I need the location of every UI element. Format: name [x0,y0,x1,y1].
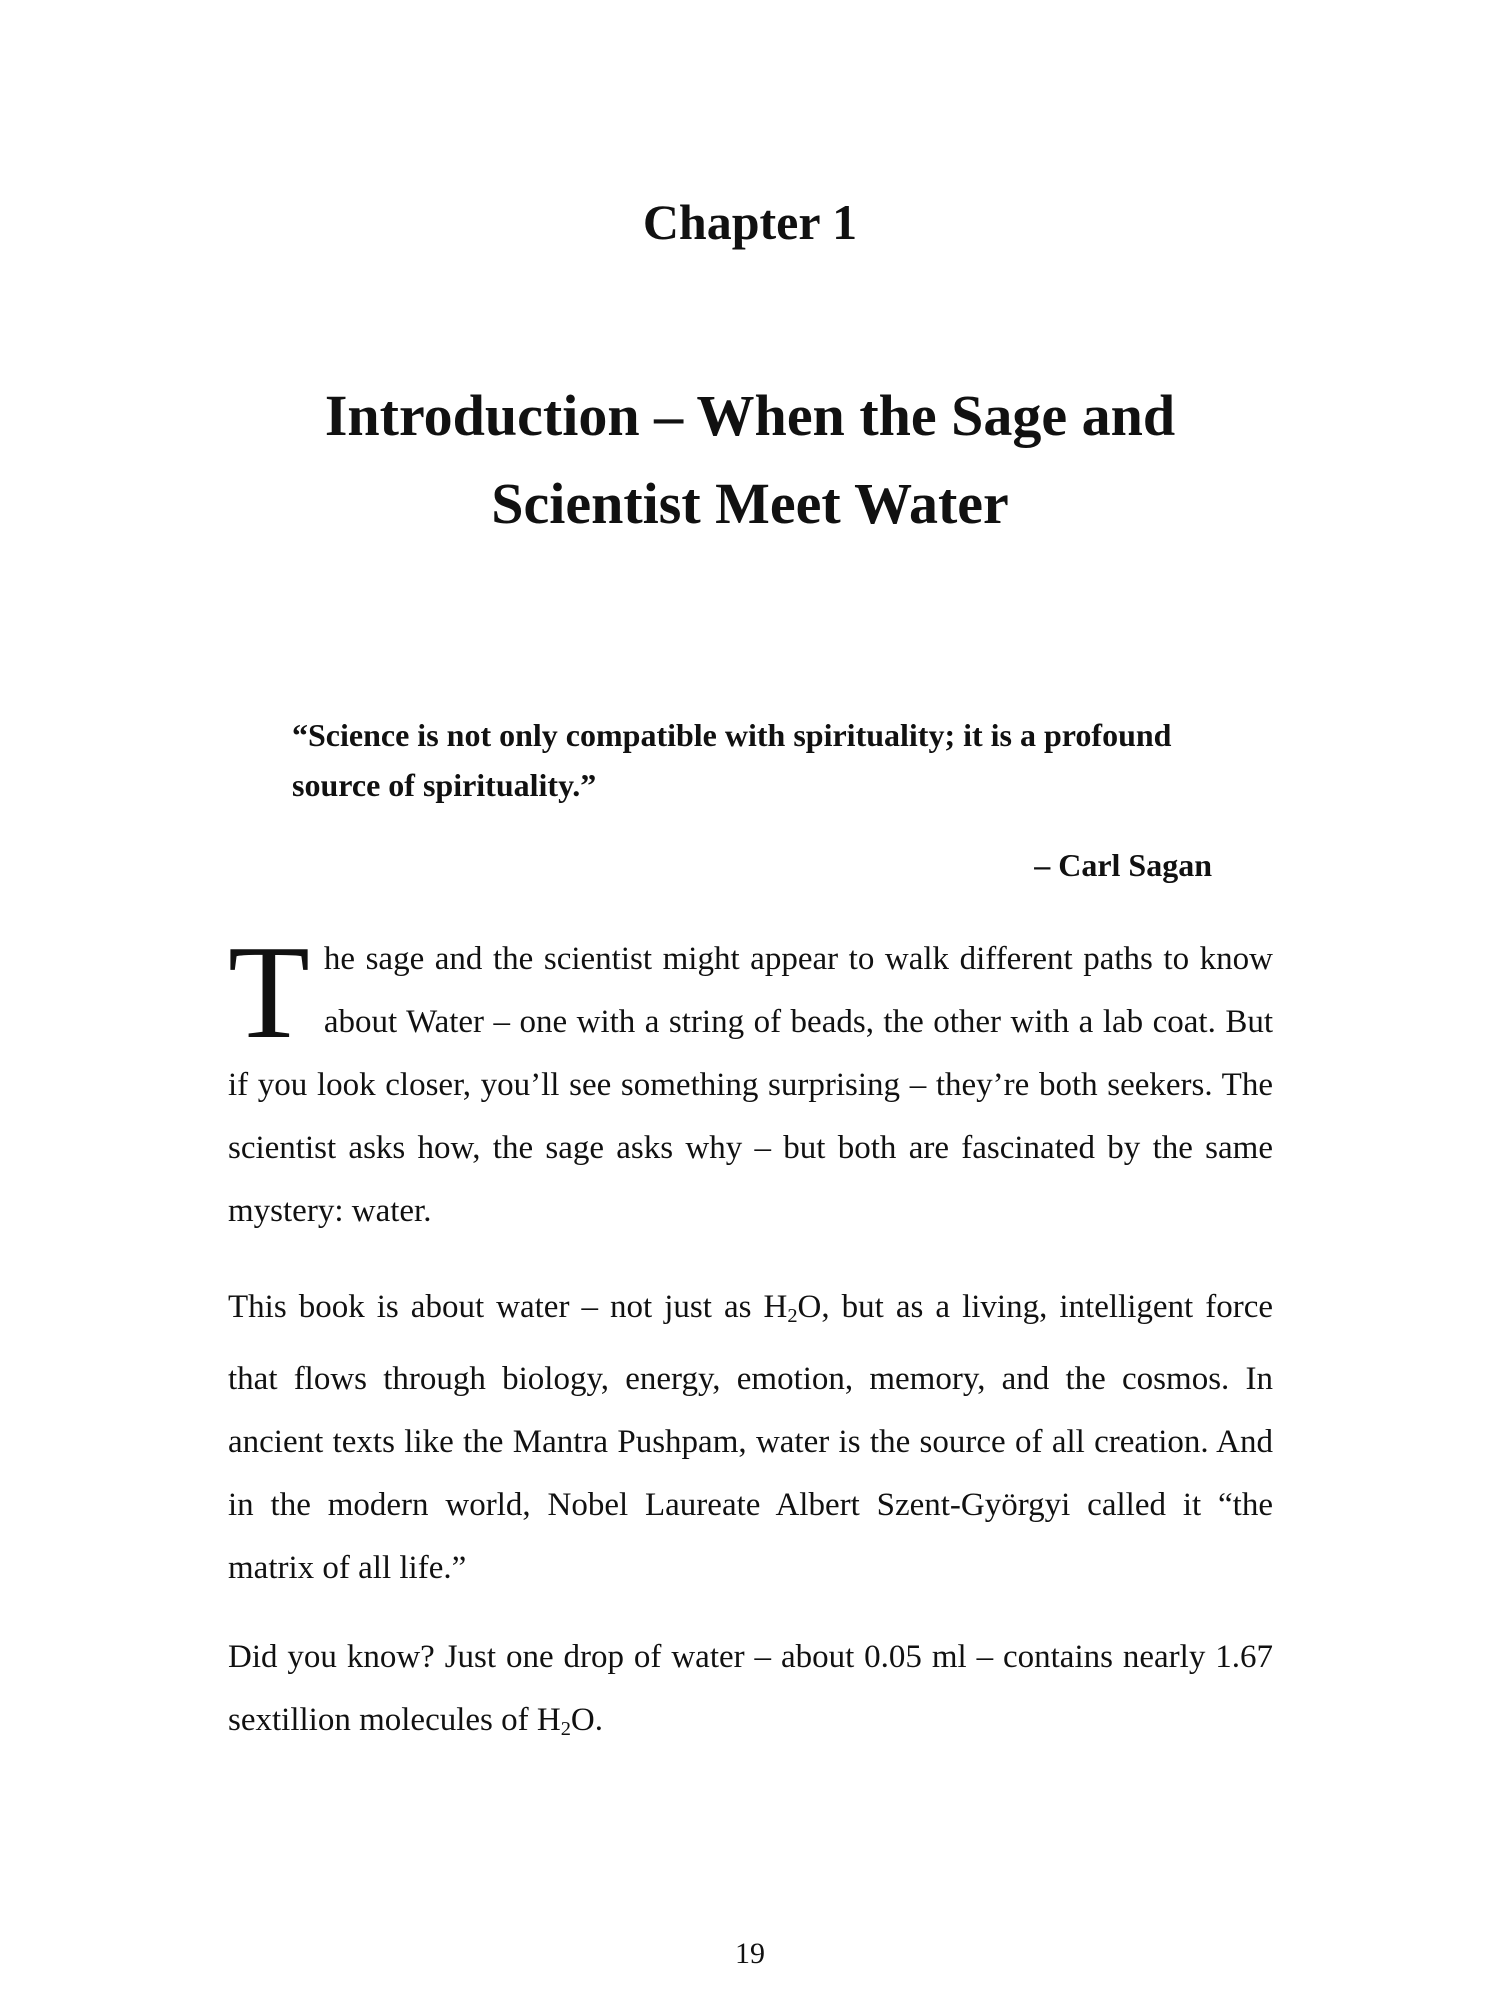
paragraph-2-text-start: This book is about water – not just as H [228,1289,788,1325]
epigraph-author: – Carl Sagan [1034,847,1212,883]
chapter-title-line-2: Scientist Meet Water [491,471,1009,536]
paragraph-3-text-end: O. [570,1702,604,1738]
paragraph-1-text: he sage and the scientist might appear to walk different paths to know about Water – one with a string of beads, the other with a lab coat. But if you look closer, you’ll see something surprising – they’re both seekers. The scientist asks how, the sage asks why – but both are fascinated by the same mystery: water. [228,941,1273,1229]
paragraph-3-text-start: Did you know? Just one drop of water – about 0.05 ml – contains nearly 1.67 sextillion molecules of H [228,1639,1273,1738]
drop-cap: T [228,918,310,1066]
paragraph-1 [228,918,1273,1243]
page-number: 19 [735,1937,765,1970]
epigraph-quote: “Science is not only compatible with spirituality; it is a profound source of spirituality.” [292,717,1172,803]
formula-subscript: 2 [560,1718,571,1741]
chapter-label: Chapter 1 [642,194,858,250]
formula-subscript: 2 [787,1305,798,1328]
paragraph-3 [228,1626,1273,1761]
chapter-title-line-1: Introduction – When the Sage and [324,383,1176,448]
paragraph-2 [228,1276,1273,1600]
paragraph-2-text-end: O, but as a living, intelligent force that flows through biology, energy, emotion, memory, and the cosmos. In ancient texts like the Mantra Pushpam, water is the source of all creation. And in the modern world, Nobel Laureate Albert Szent-Györgyi called it “the matrix of all life.” [228,1289,1273,1587]
chapter-title [150,372,1350,548]
